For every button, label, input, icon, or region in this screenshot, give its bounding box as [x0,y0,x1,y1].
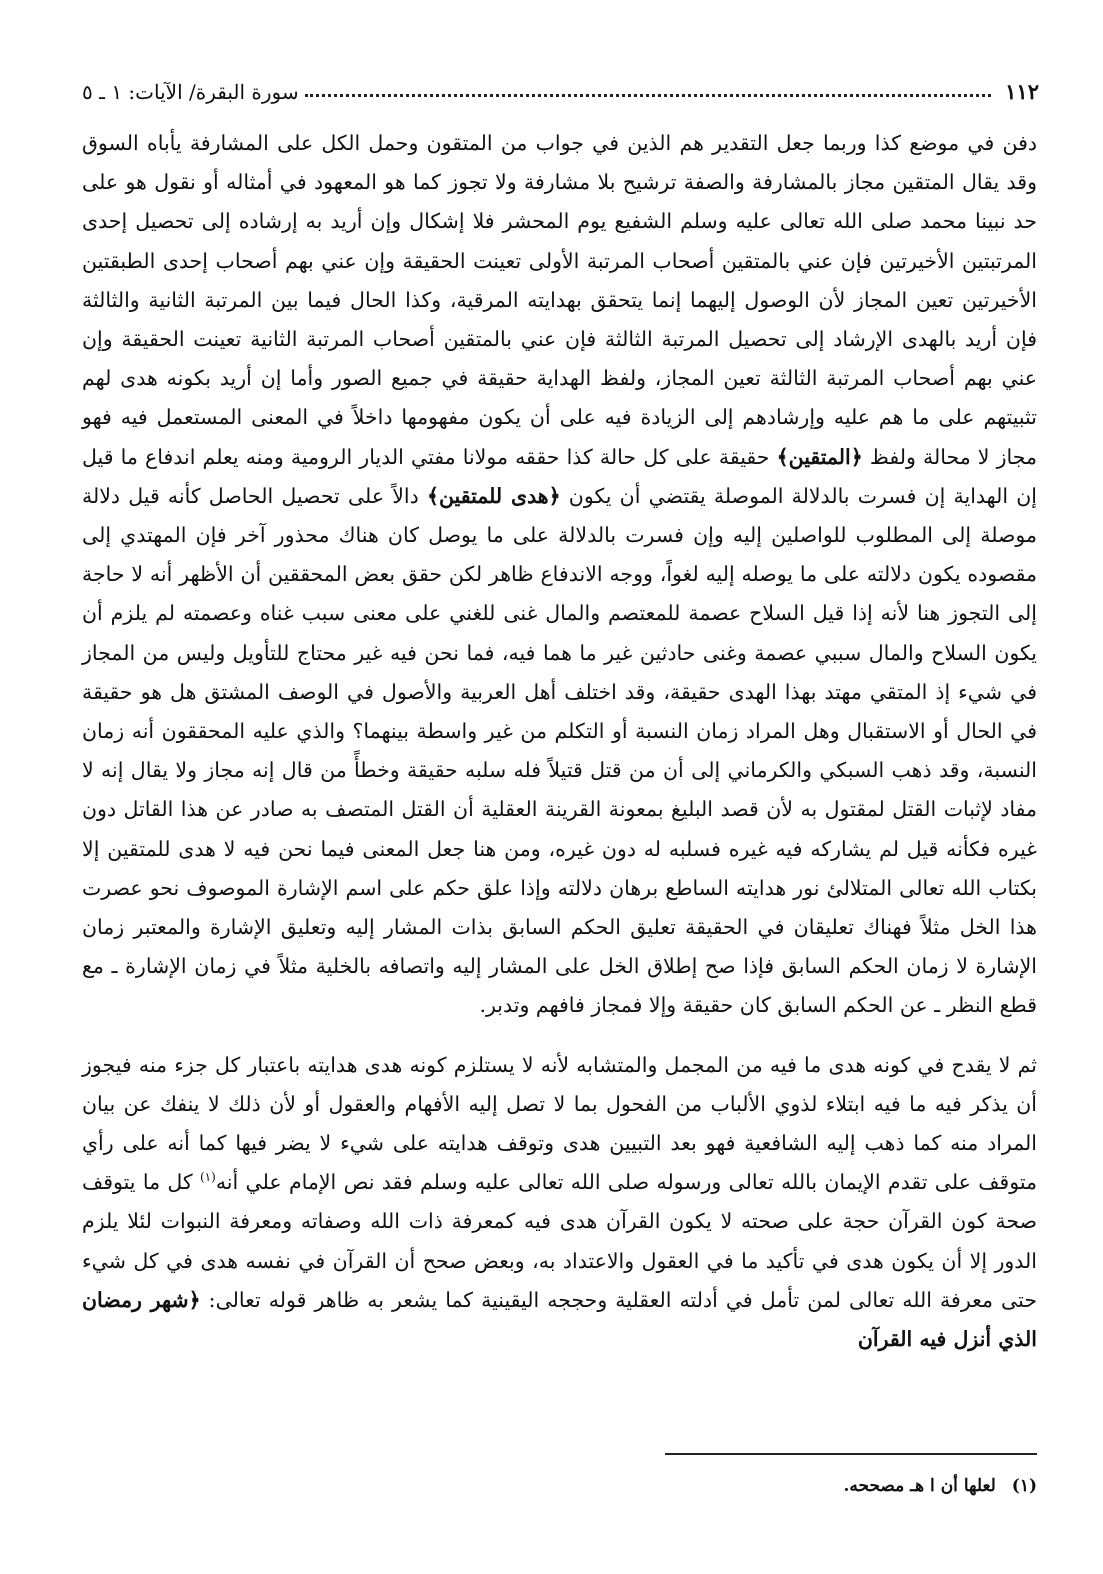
paragraph-2 [82,1046,1037,1360]
paragraph-1-part-b: حقيقة على كل حالة كذا حققه مولانا مفتي الديار الرومية ومنه يعلم اندفاع ما قيل إن الهداية إن فسرت بالدلالة الموصلة يقتضي أن يكون [82,444,1037,508]
paragraph-1 [82,124,1037,1026]
footnote-separator [665,1453,1037,1455]
paragraph-1-part-c: دالاً على تحصيل الحاصل كأنه قيل دلالة موصلة إلى المطلوب للواصلين إليه وإن فسرت بالدلالة على ما يوصل كان هناك محذور آخر فإن المهتدي إلى مقصوده يكون دلالته على ما يوصله إليه لغواً، ووجه الاندفاع ظاهر لكن حقق بعض المحققين أن الأظهر أنه لا حاجة إلى التجوز هنا لأنه إذا قيل السلاح عصمة للمعتصم والمال غنى للغني على معنى سبب غناه وعصمته لم يلزم أن يكون السلاح والمال سببي عصمة وغنى حادثين غير ما هما فيه، فما نحن فيه غير محتاج للتأويل وليس من المجاز في شيء إذ المتقي مهتد بهذا الهدى حقيقة، وقد اختلف أهل العربية والأصول في الوصف المشتق هل هو حقيقة في الحال أو الاستقبال وهل المراد زمان النسبة أو التكلم من غير واسطة بينهما؟ والذي عليه المحققون أنه زمان النسبة، وقد ذهب السبكي والكرماني إلى أن من قتل قتيلاً فله سلبه حقيقة وخطأً من قال إنه مجاز ولا يقال إنه لا مفاد لإثبات القتل لمقتول به لأن قصد البليغ بمعونة القرينة العقلية أن القتل المتصف به صادر عن هذا القاتل دون غيره فكأنه قيل لم يشاركه فيه غيره فسلبه له دون غيره، ومن هنا جعل المعنى فيما نحن فيه لا هدى للمتقين إلا بكتاب الله تعالى المتلالئ نور هدايته الساطع برهان دلالته وإذا علق حكم على اسم الإشارة الموصوف نحو عصرت هذا الخل مثلاً فهناك تعليقان في الحقيقة تعليق الحكم السابق بذات المشار إليه وتعليق الإشارة والمعتبر زمان الإشارة لا زمان الحكم السابق فإذا صح إطلاق الخل على المشار إليه واتصافه بالخلية مثلاً في زمان الإشارة ـ مع قطع النظر ـ عن الحكم السابق كان حقيقة وإلا فمجاز فافهم وتدبر. [82,483,1037,1018]
footnote-number: (١) [1011,1476,1037,1496]
footnote-text: لعلها أن ا هـ مصححه. [843,1476,996,1496]
header-dotted-leader [305,93,992,97]
quran-term-muttaqin: ﴿المتقين﴾ [776,444,863,469]
main-text [82,124,1037,1359]
quran-term-huda-lil-muttaqin: ﴿هدى للمتقين﴾ [426,483,561,508]
quran-verse-ramadan: ﴿شهر رمضان الذي أنزل فيه القرآن [82,1287,1037,1352]
paragraph-1-part-a: دفن في موضع كذا وربما جعل التقدير هم الذين في جواب من المتقون وحمل الكل على المشارفة يأباه السوق وقد يقال المتقين مجاز بالمشارفة والصفة ترشيح بلا مشارفة ولا تجوز كما هو المعهود في أمثاله أو نقول هو على حد نبينا محمد صلى الله تعالى عليه وسلم الشفيع يوم المحشر فلا إشكال وإن أريد به إرشاده إلى تحصيل إحدى المرتبتين الأخيرتين فإن عني بالمتقين أصحاب المرتبة الأولى تعينت الحقيقة وإن عني بهم أصحاب إحدى الطبقتين الأخيرتين تعين المجاز لأن الوصول إليهما إنما يتحقق بهدايته المرقية، وكذا الحال فيما بين المرتبة الثانية والثالثة فإن أريد بالهدى الإرشاد إلى تحصيل المرتبة الثالثة فإن عني بالمتقين أصحاب المرتبة الثانية تعينت الحقيقة وإن عني بهم أصحاب المرتبة الثالثة تعين المجاز، ولفظ الهداية حقيقة في جميع الصور وأما إن أريد بكونه هدى لهم تثبيتهم على ما هم عليه وإرشادهم إلى الزيادة فيه على أن يكون مفهومها داخلاً في المعنى المستعمل فيه فهو مجاز لا محالة ولفظ [82,131,1037,469]
footnote-reference: (١) [199,1170,216,1185]
paragraph-2-part-a: ثم لا يقدح في كونه هدى ما فيه من المجمل والمتشابه لأنه لا يستلزم كونه هدى هدايته باعتبار كل جزء منه فيجوز أن يذكر فيه ما فيه ابتلاء لذوي الألباب من الفحول بما لا تصل إليه الأفهام والعقول أو لأن ذلك لا ينفك عن بيان المراد منه كما ذهب إليه الشافعية فهو بعد التبيين هدى وتوقف هدايته على شيء لا يضر فيها كما أنه على رأي متوقف على تقدم الإيمان بالله تعالى ورسوله صلى الله تعالى عليه وسلم فقد نص الإمام علي أنه [82,1052,1037,1195]
page-number: ١١٢ [1005,79,1039,104]
running-header [82,64,1039,104]
paragraph-2-part-b: كل ما يتوقف صحة كون القرآن حجة على صحته لا يكون القرآن هدى فيه كمعرفة ذات الله وصفاته ومعرفة النبوات لئلا يلزم الدور إلا أن يكون هدى في تأكيد ما في العقول والاعتداد به، وبعض صحح أن القرآن في نفسه هدى في كل شيء حتى معرفة الله تعالى لمن تأمل في أدلته العقلية وحججه اليقينية كما يشعر به ظاهر قوله تعالى: [82,1170,1037,1312]
section-title: سورة البقرة/ الآيات: ١ ـ ٥ [82,80,299,104]
footnote [82,1474,1037,1498]
